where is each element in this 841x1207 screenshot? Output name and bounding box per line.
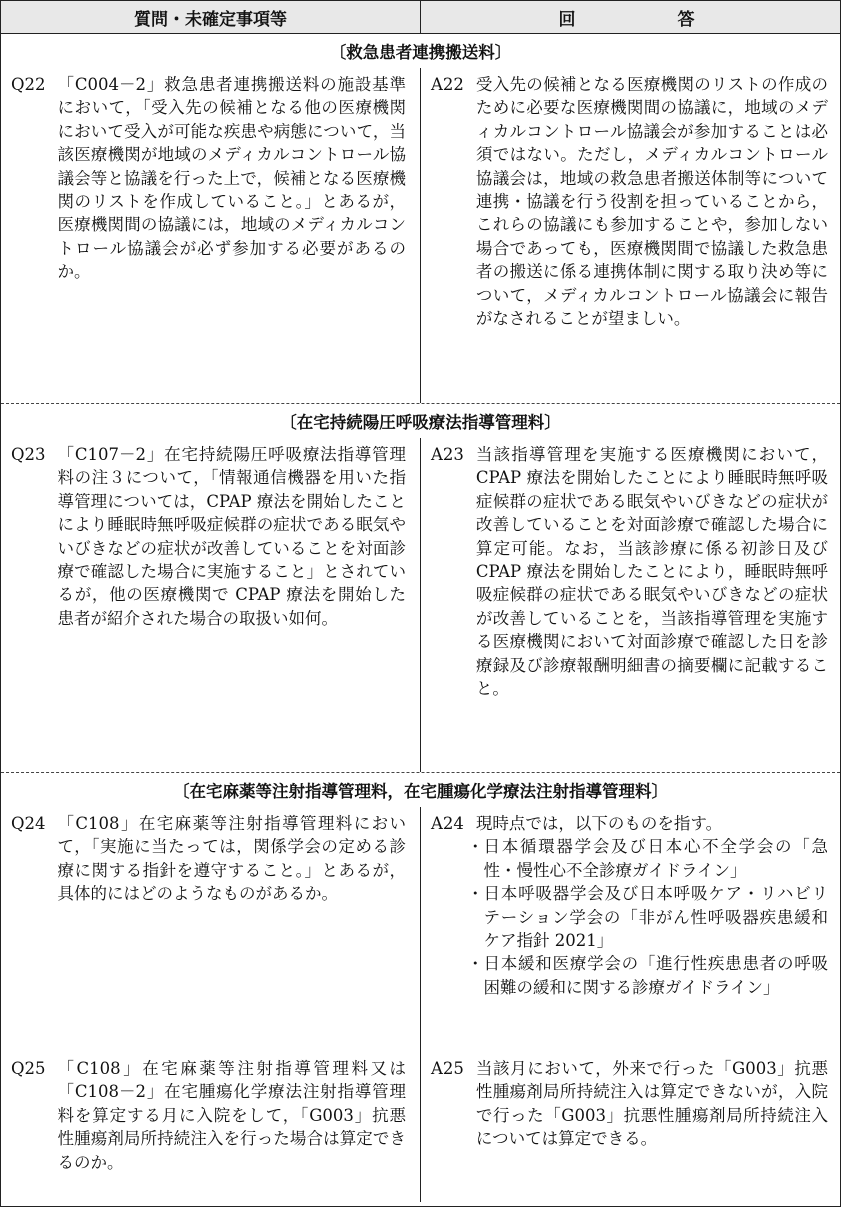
question-text: 「C108」在宅麻薬等注射指導管理料又は「C108－2」在宅腫瘍化学療法注射指導管理料を算定する月に入院をして，「G003」抗悪性腫瘍剤局所持続注入を行った場合は算定できるのか。 bbox=[57, 1059, 406, 1172]
guideline-text: 日本緩和医療学会の「進行性疾患患者の呼吸困難の緩和に関する診療ガイドライン」 bbox=[483, 954, 828, 997]
list-item bbox=[467, 952, 828, 999]
answer-text: 当該指導管理を実施する医療機関において，CPAP 療法を開始したことにより睡眠時無呼吸症候群の症状である眠気やいびきなどの症状が改善していることを対面診療で確認した場合に算定可能。なお，当該診療に係る初診日及び CPAP 療法を開始したことにより，睡眠時無呼吸症候群の症状である眠気やいびきなどの症状が改善していることを，当該指導管理を実施する医療機関において対面診療で確認した日を診療録及び診療報酬明細書の摘要欄に記載すること。 bbox=[475, 445, 828, 699]
question-column-header: 質問・未確定事項等 bbox=[1, 1, 421, 33]
question-cell bbox=[1, 807, 421, 1052]
answer-text: 現時点では，以下のものを指す。 bbox=[475, 814, 723, 833]
question-label: Q25 bbox=[11, 1059, 46, 1078]
qa-row bbox=[1, 438, 840, 772]
table-header bbox=[1, 1, 840, 34]
question-text: 「C107－2」在宅持続陽圧呼吸療法指導管理料の注３について，「情報通信機器を用いた指導管理については，CPAP 療法を開始したことにより睡眠時無呼吸症候群の症状である眠気やいびきなどの症状が改善していることを対面診療で確認した場合に実施すること」とされているが，他の医療機関で CPAP 療法を開始した患者が紹介された場合の取扱い如何。 bbox=[57, 445, 406, 628]
answer-cell bbox=[421, 68, 840, 403]
section-title: 〔救急患者連携搬送料〕 bbox=[329, 43, 512, 62]
answer-text: 受入先の候補となる医療機関のリストの作成のために必要な医療機関間の協議に，地域のメディカルコントロール協議会が参加することは必須ではない。ただし，メディカルコントロール協議会は，地域の救急患者搬送体制等について連携・協議を行う役割を担っていることから，これらの協議にも参加することや，参加しない場合であっても，医療機関間で協議した救急患者の搬送に係る連携体制に関する取り決め等について，メディカルコントロール協議会に報告がなされることが望ましい。 bbox=[475, 75, 828, 329]
section-title: 〔在宅持続陽圧呼吸療法指導管理料〕 bbox=[280, 413, 561, 432]
qa-row bbox=[1, 807, 840, 1052]
answer-cell bbox=[421, 807, 840, 1052]
question-label: Q22 bbox=[11, 75, 46, 94]
guideline-text: 日本呼吸器学会及び日本呼吸ケア・リハビリテーション学会の「非がん性呼吸器疾患緩和ケア指針 2021」 bbox=[483, 884, 828, 951]
answer-label: A23 bbox=[431, 445, 464, 464]
question-cell bbox=[1, 438, 421, 772]
answer-column-header: 回 答 bbox=[558, 9, 743, 30]
question-text: 「C108」在宅麻薬等注射指導管理料において，「実施に当たっては，関係学会の定める診療に関する指針を遵守すること。」とあるが，具体的にはどのようなものがあるか。 bbox=[57, 814, 406, 904]
question-text: 「C004－2」救急患者連携搬送料の施設基準において，「受入先の候補となる他の医療機関において受入が可能な疾患や病態について，当該医療機関が地域のメディカルコントロール協議会等と協議を行った上で，候補となる医療機関のリストを作成していること。」とあるが，医療機関間の協議には，地域のメディカルコントロール協議会が必ず参加する必要があるのか。 bbox=[57, 75, 406, 282]
qa-row bbox=[1, 1052, 840, 1202]
answer-cell bbox=[421, 1052, 840, 1202]
answer-text: 当該月において，外来で行った「G003」抗悪性腫瘍剤局所持続注入は算定できないが，入院で行った「G003」抗悪性腫瘍剤局所持続注入については算定できる。 bbox=[475, 1059, 828, 1149]
bullet-icon: ・ bbox=[467, 837, 484, 857]
question-label: Q23 bbox=[11, 445, 46, 464]
list-item bbox=[467, 882, 828, 952]
answer-label: A24 bbox=[431, 814, 464, 833]
question-cell bbox=[1, 68, 421, 403]
bullet-icon: ・ bbox=[467, 884, 484, 904]
bullet-icon: ・ bbox=[467, 954, 484, 974]
guideline-text: 日本循環器学会及び日本心不全学会の「急性・慢性心不全診療ガイドライン」 bbox=[483, 837, 828, 880]
question-cell bbox=[1, 1052, 421, 1202]
answer-cell bbox=[421, 438, 840, 772]
section-title: 〔在宅麻薬等注射指導管理料，在宅腫瘍化学療法注射指導管理料〕 bbox=[173, 782, 668, 801]
answer-label: A22 bbox=[431, 75, 464, 94]
list-item bbox=[467, 835, 828, 882]
answer-label: A25 bbox=[431, 1059, 464, 1078]
question-label: Q24 bbox=[11, 814, 46, 833]
qa-row bbox=[1, 68, 840, 403]
